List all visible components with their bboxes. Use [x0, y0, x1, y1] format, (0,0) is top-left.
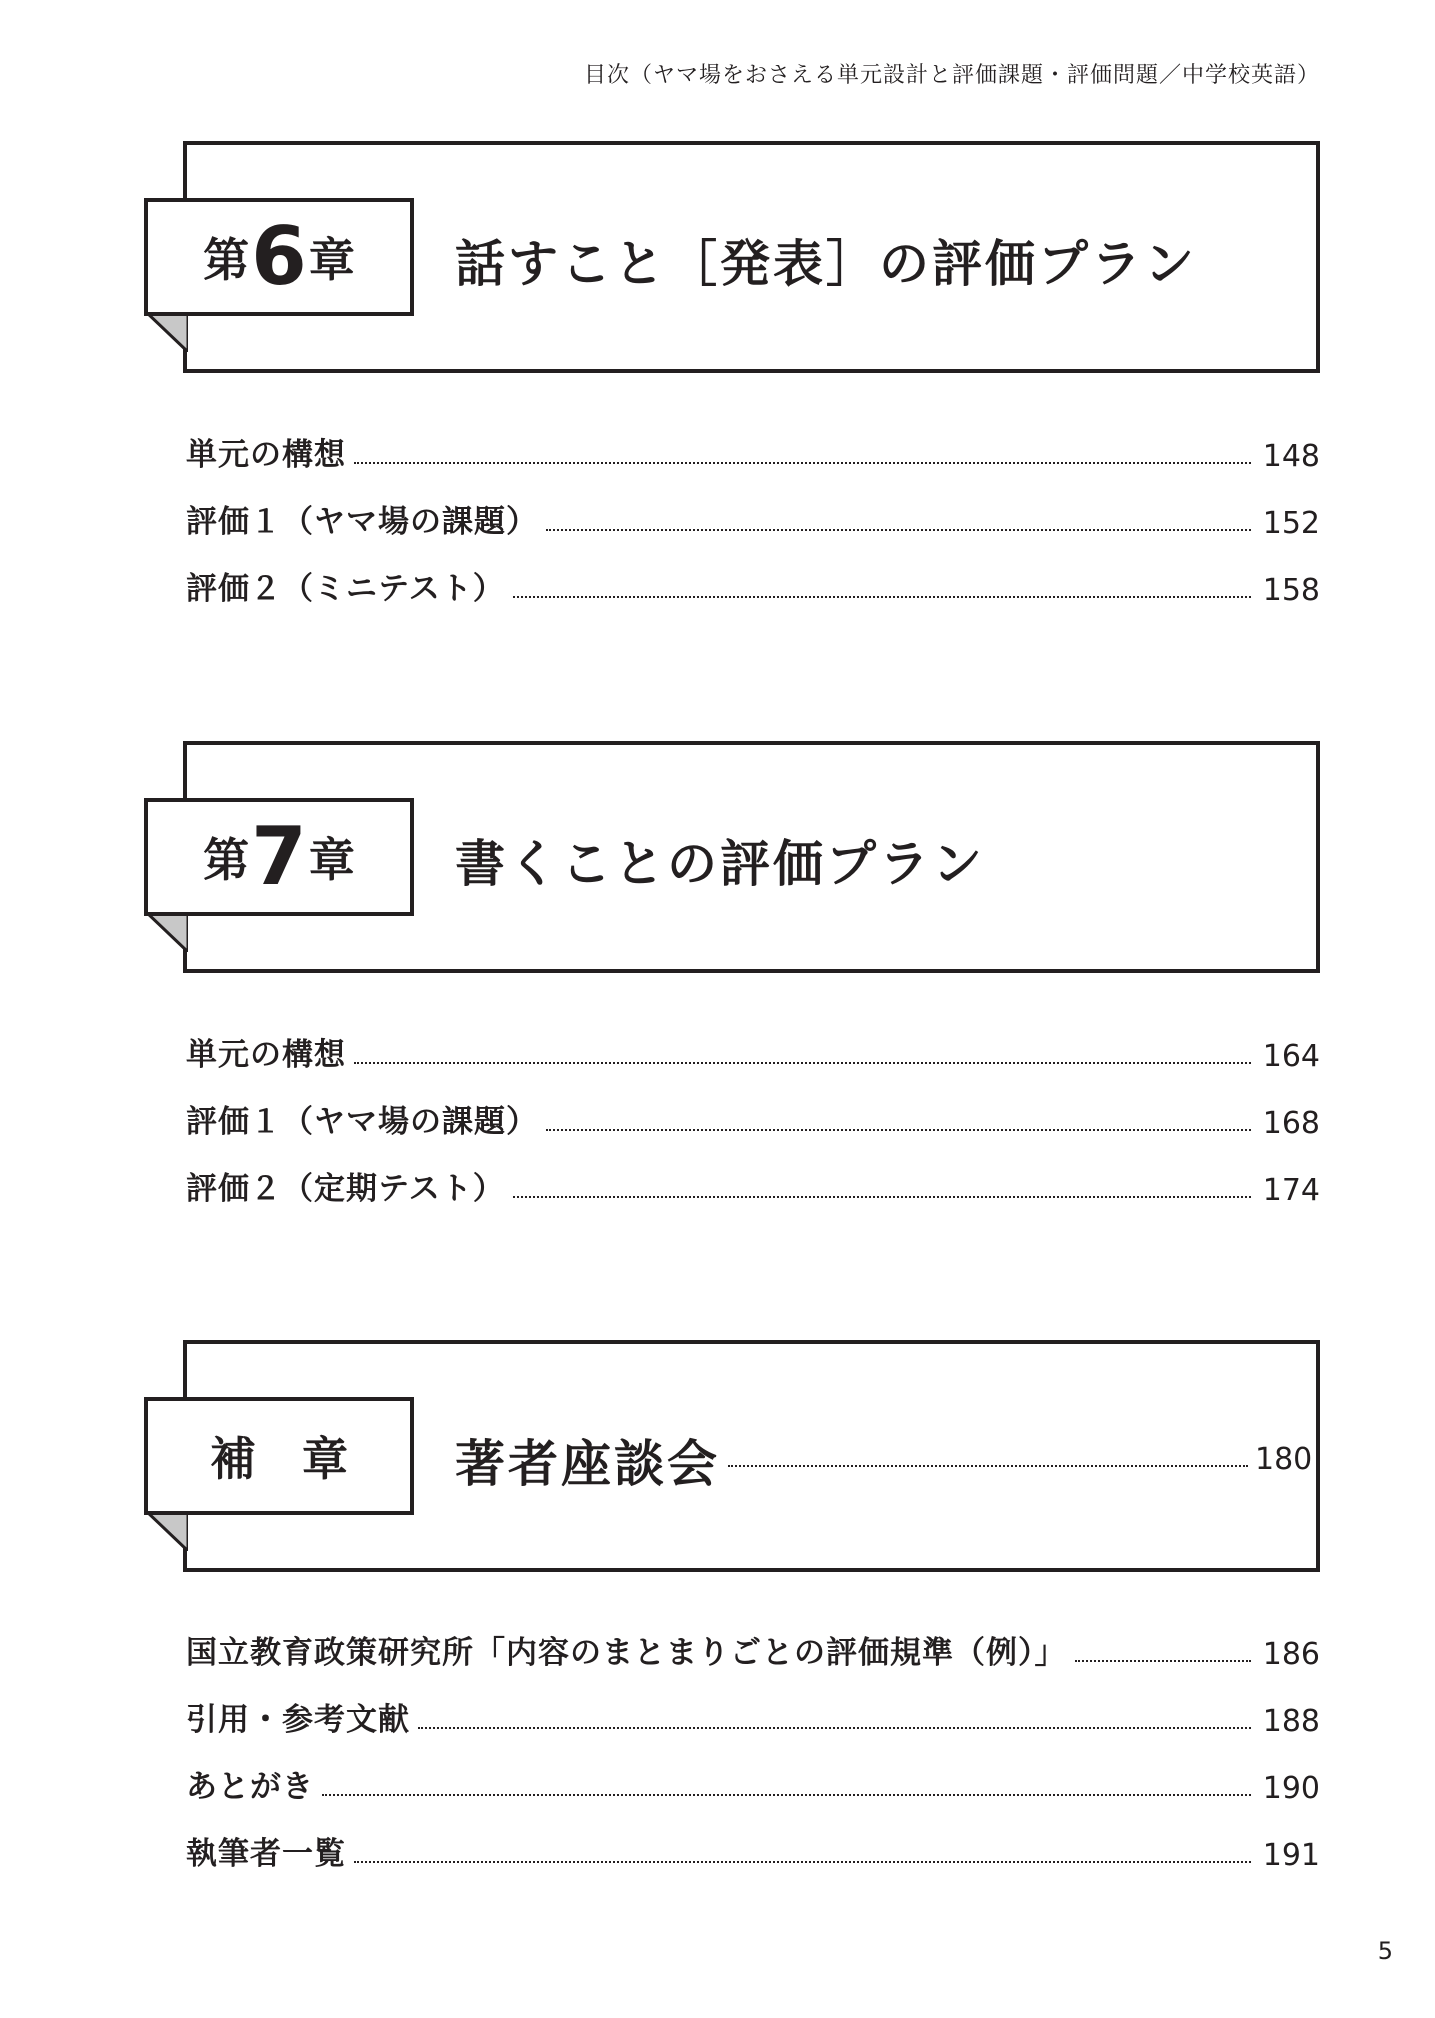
toc-entry-label: あとがき: [186, 1769, 314, 1805]
toc-entry-label: 執筆者一覧: [186, 1836, 346, 1872]
toc-entry-page: 168: [1262, 1106, 1320, 1141]
supplementary-chapter-page: 180: [1255, 1442, 1313, 1477]
toc-entry[interactable]: [186, 434, 1320, 474]
chapter-7-tab: [144, 798, 414, 916]
dot-leader: [418, 1726, 1251, 1729]
toc-entry[interactable]: [186, 1034, 1320, 1074]
toc-entry-page: 152: [1262, 506, 1320, 541]
toc-entry-label: 国立教育政策研究所「内容のまとまりごとの評価規準（例）」: [186, 1635, 1067, 1671]
dot-leader: [1075, 1659, 1251, 1662]
supplementary-chapter-title[interactable]: 著者座談会: [455, 1435, 720, 1493]
toc-entry-page: 164: [1262, 1039, 1320, 1074]
chapter-6-tab-number: 6: [251, 210, 307, 303]
running-header: 目次（ヤマ場をおさえる単元設計と評価課題・評価問題／中学校英語）: [583, 63, 1320, 88]
dot-leader: [546, 1128, 1251, 1131]
toc-entry[interactable]: [186, 1632, 1320, 1672]
chapter-6-tab-suffix: 章: [308, 233, 355, 287]
page-number: 5: [1377, 1937, 1393, 1965]
dot-leader: [322, 1793, 1251, 1796]
toc-entry-label: 評価２（ミニテスト）: [186, 571, 505, 607]
chapter-7-tab-prefix: 第: [203, 833, 250, 887]
toc-entry[interactable]: [186, 1699, 1320, 1739]
toc-entry[interactable]: [186, 1168, 1320, 1208]
chapter-7-tab-number: 7: [251, 810, 307, 903]
toc-entry-page: 158: [1262, 573, 1320, 608]
toc-entry-label: 評価１（ヤマ場の課題）: [186, 1104, 538, 1140]
supplementary-chapter-tab-fold: [144, 1509, 188, 1551]
toc-entry-page: 191: [1262, 1838, 1320, 1873]
chapter-6-tab-prefix: 第: [203, 233, 250, 287]
chapter-7-tab-suffix: 章: [308, 833, 355, 887]
dot-leader: [354, 461, 1251, 464]
toc-entry[interactable]: [186, 568, 1320, 608]
chapter-6-tab: [144, 198, 414, 316]
toc-entry-page: 148: [1262, 439, 1320, 474]
dot-leader: [513, 595, 1251, 598]
toc-entry-page: 188: [1262, 1704, 1320, 1739]
toc-entry-label: 単元の構想: [186, 437, 346, 473]
toc-entry-page: 174: [1262, 1173, 1320, 1208]
dot-leader: [546, 528, 1251, 531]
dot-leader: [513, 1195, 1251, 1198]
dot-leader: [354, 1061, 1251, 1064]
chapter-6-title[interactable]: 話すこと［発表］の評価プラン: [455, 235, 1197, 293]
chapter-7-title[interactable]: 書くことの評価プラン: [455, 835, 985, 893]
toc-entry-label: 単元の構想: [186, 1037, 346, 1073]
toc-entry[interactable]: [186, 501, 1320, 541]
toc-entry-label: 引用・参考文献: [186, 1702, 410, 1738]
toc-entry[interactable]: [186, 1101, 1320, 1141]
toc-entry[interactable]: [186, 1833, 1320, 1873]
chapter-6-tab-fold: [144, 310, 188, 352]
supplementary-chapter-tab-label: 補 章: [210, 1432, 348, 1486]
dot-leader: [728, 1464, 1248, 1467]
toc-entry-page: 190: [1262, 1771, 1320, 1806]
toc-entry-label: 評価１（ヤマ場の課題）: [186, 504, 538, 540]
dot-leader: [354, 1860, 1251, 1863]
toc-entry-page: 186: [1262, 1637, 1320, 1672]
chapter-7-tab-fold: [144, 910, 188, 952]
toc-entry[interactable]: [186, 1766, 1320, 1806]
supplementary-chapter-tab: [144, 1397, 414, 1515]
toc-entry-label: 評価２（定期テスト）: [186, 1171, 505, 1207]
